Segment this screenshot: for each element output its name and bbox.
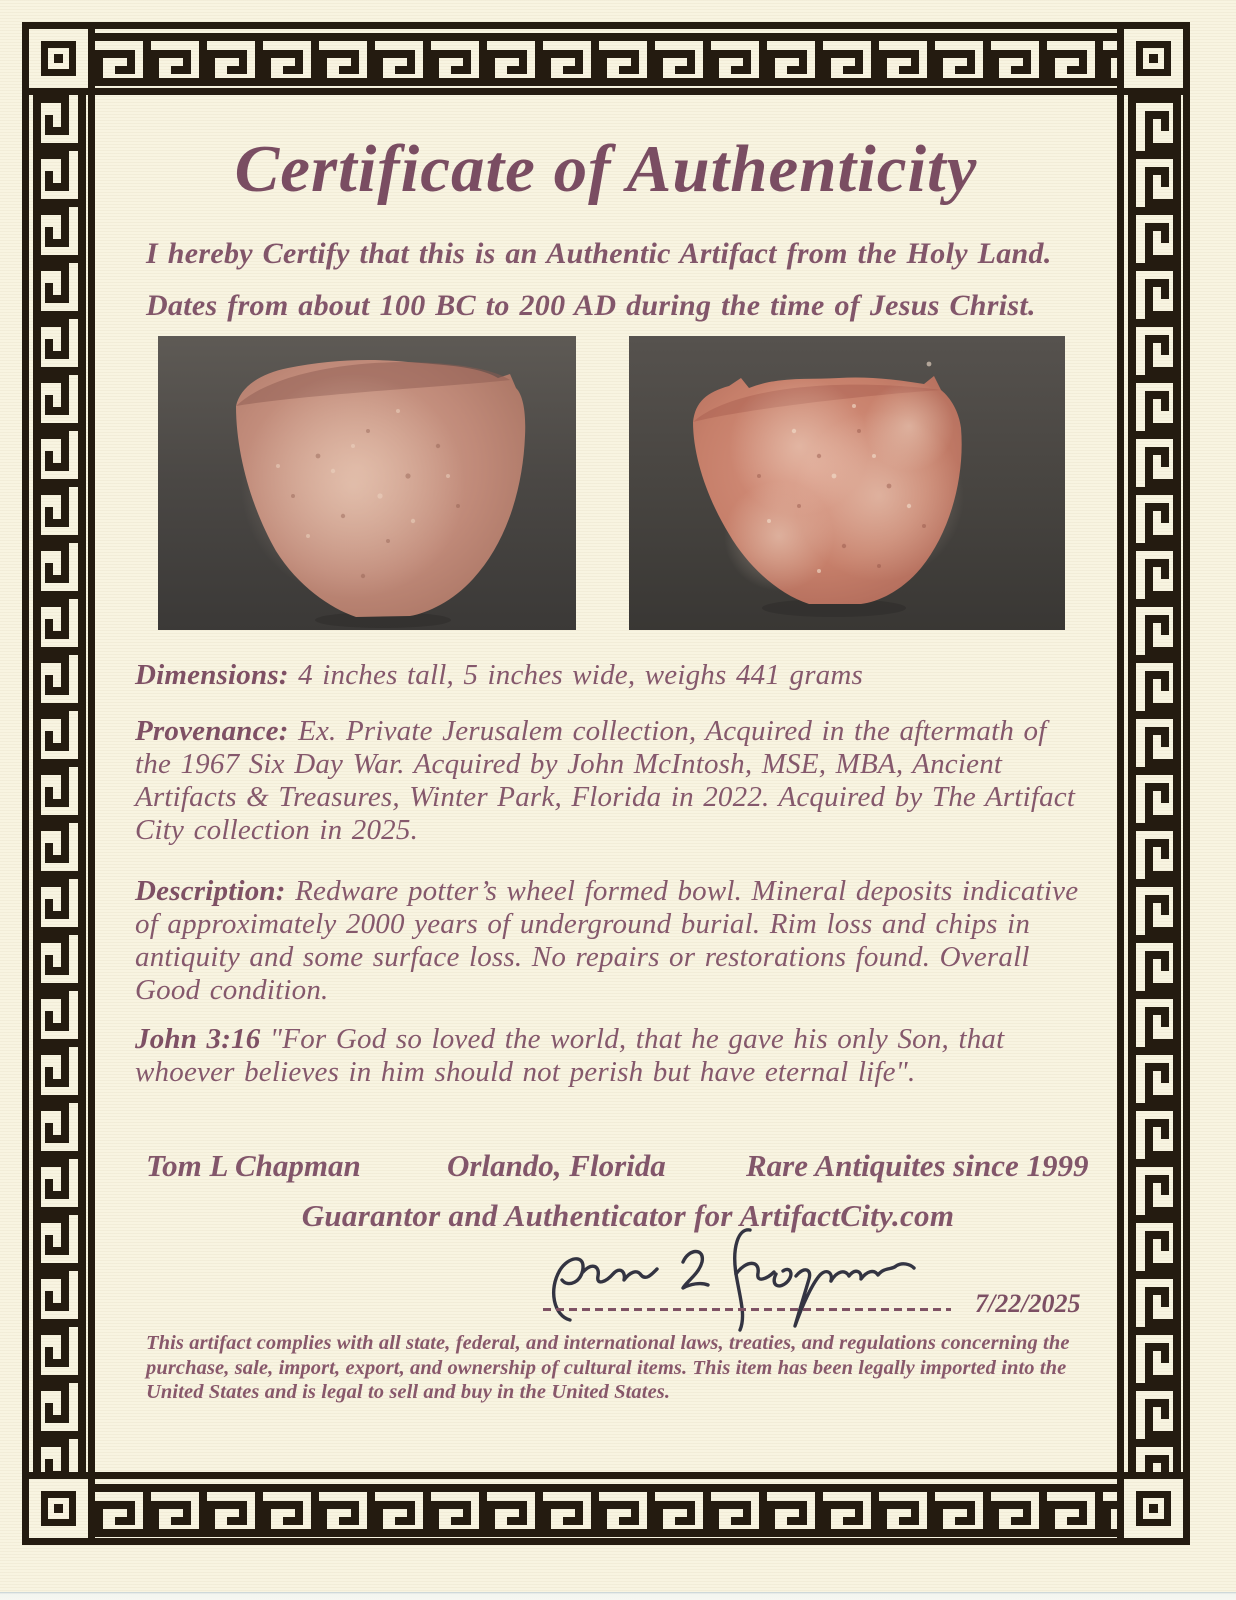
legal-disclaimer: This artifact complies with all state, federal, and international laws, treaties, and regulations concerning the purchase, sale, import, export, and ownership of cultural items. This item has been legally imported into the United States and is legal to sell and buy in the United States. [146, 1332, 1070, 1403]
dimensions-paragraph [135, 659, 1087, 692]
certificate-title: Certificate of Authenticity [234, 132, 978, 206]
bowl-back-illustration [629, 336, 1065, 630]
signer-location: Orlando, Florida [447, 1148, 666, 1183]
signature-date: 7/22/2025 [975, 1289, 1081, 1318]
description-label: Description: [135, 875, 286, 907]
guarantor-line: Guarantor and Authenticator for ArtifactCity.com [301, 1198, 955, 1233]
artifact-photo-left [158, 336, 576, 630]
description-text: Redware potter’s wheel formed bowl. Mineral deposits indicative of approximately 2000 years of underground burial. Rim loss and chips in antiquity and some surface loss. No repairs or restorations found. Overall Good condition. [135, 875, 1079, 1006]
bowl-front-illustration [158, 336, 576, 630]
verse-text: "For God so loved the world, that he gave his only Son, that whoever believes in him should not perish but have eternal life". [135, 1023, 1005, 1088]
provenance-paragraph [135, 715, 1087, 847]
signer-name: Tom L Chapman [146, 1148, 361, 1183]
signer-tagline: Rare Antiquites since 1999 [746, 1148, 1089, 1183]
verse-label: John 3:16 [135, 1023, 261, 1055]
dimensions-label: Dimensions: [135, 659, 289, 691]
provenance-text: Ex. Private Jerusalem collection, Acquired in the aftermath of the 1967 Six Day War. Acquired by John McIntosh, MSE, MBA, Ancient Artifacts & Treasures, Winter Park, Florida in 2022. Acquired by The Artifact City collection in 2025. [135, 715, 1076, 846]
dimensions-text: 4 inches tall, 5 inches wide, weighs 441 grams [298, 659, 864, 691]
signature-line [543, 1308, 951, 1311]
signature-handwriting [540, 1224, 940, 1334]
scan-edge-artifact [0, 1592, 1236, 1600]
verse-paragraph [135, 1023, 1087, 1089]
certify-statement-line2: Dates from about 100 BC to 200 AD during the time of Jesus Christ. [146, 289, 1036, 322]
artifact-photo-right [629, 336, 1065, 630]
description-paragraph [135, 875, 1087, 1007]
certify-statement-line1: I hereby Certify that this is an Authentic Artifact from the Holy Land. [146, 237, 1052, 270]
provenance-label: Provenance: [135, 715, 289, 747]
